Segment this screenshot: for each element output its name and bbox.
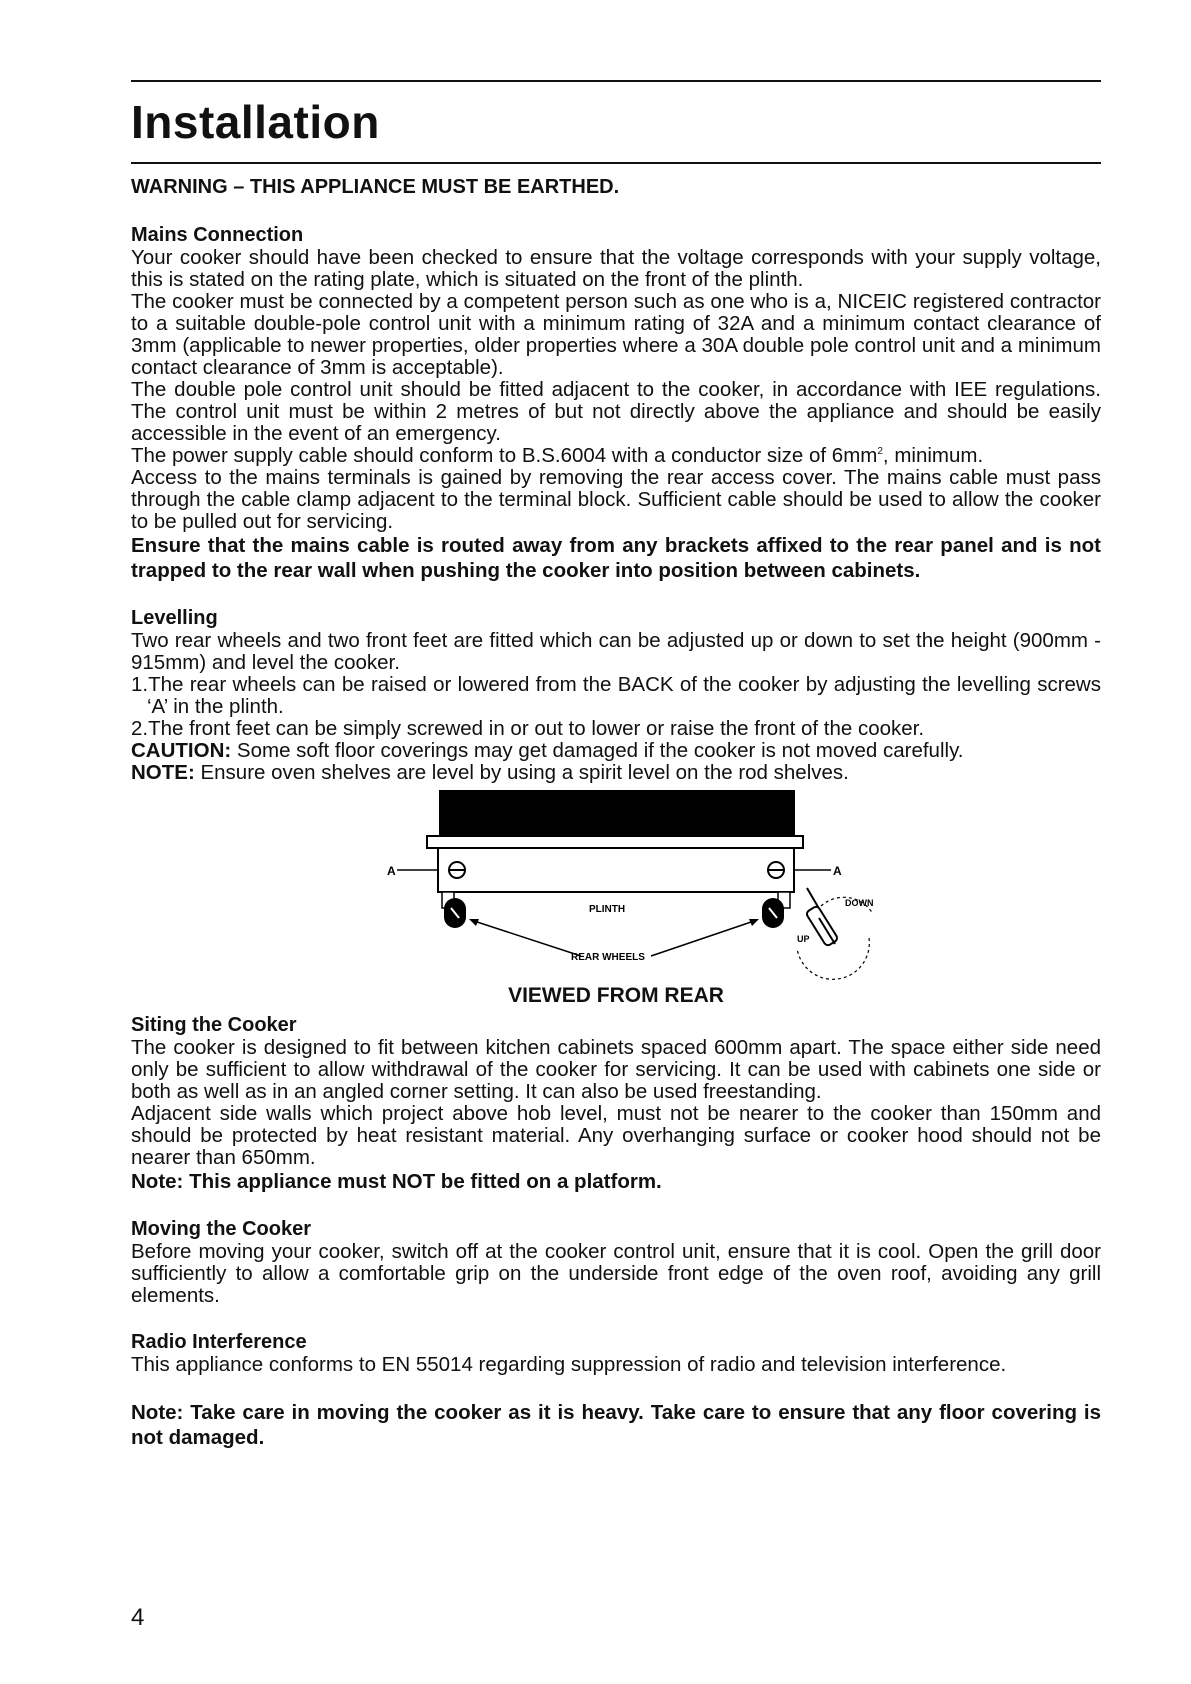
pointer-wheel-left xyxy=(471,920,581,956)
page-number: 4 xyxy=(131,1604,145,1631)
caution-label: CAUTION: xyxy=(131,739,232,762)
cooker-body-top xyxy=(439,790,795,836)
levelling-paragraph: Two rear wheels and two front feet are fitted which can be adjusted up or down to set the height (900mm - 915mm) and level the cooker. xyxy=(131,629,1101,674)
rear-wheel-left xyxy=(442,892,466,928)
levelling-step-2: 2.The front feet can be simply screwed in or out to lower or raise the front of the cooker. xyxy=(131,717,925,740)
mains-cable-warning: Ensure that the mains cable is routed away from any brackets affixed to the rear panel and is not trapped to the rear wall when pushing the cooker into position between cabinets. xyxy=(131,534,1101,582)
levelling-screw-right xyxy=(768,862,784,878)
note-text: Ensure oven shelves are level by using a spirit level on the rod shelves. xyxy=(194,761,849,784)
label-rear-wheels: REAR WHEELS xyxy=(571,952,645,963)
note-label: NOTE: xyxy=(131,761,195,784)
squared-superscript: 2 xyxy=(877,446,883,458)
rotation-arrow-up-icon xyxy=(797,938,869,979)
rear-wheel-right xyxy=(762,892,790,928)
page-title: Installation xyxy=(131,96,380,148)
mains-paragraph-3: The double pole control unit should be fitted adjacent to the cooker, in accordance with IEE regulations. The control unit must be within 2 metres of but not directly above the appliance and should be easily accessible in the event of an emergency. xyxy=(131,378,1101,445)
moving-section xyxy=(131,1218,1101,1307)
levelling-screw-left xyxy=(449,862,465,878)
pointer-wheel-right xyxy=(651,920,757,956)
title-rule xyxy=(131,162,1101,164)
cooker-ledge xyxy=(427,836,803,848)
screwdriver-icon xyxy=(805,888,838,947)
label-plinth: PLINTH xyxy=(589,904,626,915)
radio-heading: Radio Interference xyxy=(131,1331,307,1353)
arrowhead-wheel-right xyxy=(749,919,759,926)
radio-paragraph: This appliance conforms to EN 55014 regarding suppression of radio and television interference. xyxy=(131,1353,1007,1376)
mains-paragraph-2: The cooker must be connected by a competent person such as one who is a, NICEIC registered contractor to a suitable double-pole control unit with a minimum rating of 32A and a minimum contact clearance of 3mm (applicable to newer properties, older properties where a 30A double pole control unit and a minimum contact clearance of 3mm is acceptable). xyxy=(131,290,1101,379)
mains-heading: Mains Connection xyxy=(131,224,304,246)
note-line xyxy=(131,762,1101,784)
levelling-heading: Levelling xyxy=(131,607,218,629)
caution-text: Some soft floor coverings may get damaged if the cooker is not moved carefully. xyxy=(231,739,964,762)
moving-paragraph: Before moving your cooker, switch off at the cooker control unit, ensure that it is cool. Open the grill door sufficiently to allow a comfortable grip on the underside front edge of the oven roof, avoiding any grill elements. xyxy=(131,1240,1101,1307)
moving-heading: Moving the Cooker xyxy=(131,1218,312,1240)
label-up: UP xyxy=(797,934,810,944)
page-content xyxy=(131,80,1101,1450)
diagram-caption: VIEWED FROM REAR xyxy=(508,984,724,1007)
label-a-right: A xyxy=(833,864,842,878)
plinth-panel xyxy=(438,848,794,892)
caution-line xyxy=(131,740,1101,762)
siting-paragraph-1: The cooker is designed to fit between kitchen cabinets spaced 600mm apart. The space either side need only be sufficient to allow withdrawal of the cooker for servicing. It can be used with cabinets one side or both as well as in an angled corner setting. It can also be used freestanding. xyxy=(131,1036,1101,1103)
siting-paragraph-2: Adjacent side walls which project above hob level, must not be nearer to the cooker than 150mm and should be protected by heat resistant material. Any overhanging surface or cooker hood should not be nearer than 650mm. xyxy=(131,1102,1101,1169)
mains-paragraph-4 xyxy=(131,445,1101,467)
siting-heading: Siting the Cooker xyxy=(131,1014,297,1036)
cable-spec-text: The power supply cable should conform to B.S.6004 with a conductor size of 6mm xyxy=(131,444,878,467)
final-note-section xyxy=(131,1400,1101,1450)
platform-note: Note: This appliance must NOT be fitted on a platform. xyxy=(131,1170,662,1193)
mains-connection-section xyxy=(131,224,1101,583)
top-rule xyxy=(131,80,1101,82)
rear-view-diagram xyxy=(131,788,1101,988)
final-note: Note: Take care in moving the cooker as it is heavy. Take care to ensure that any floor covering is not damaged. xyxy=(131,1401,1101,1449)
cable-spec-suffix: , minimum. xyxy=(882,444,984,467)
siting-section xyxy=(131,1014,1101,1194)
earthing-warning: WARNING – THIS APPLIANCE MUST BE EARTHED. xyxy=(131,176,620,198)
label-a-left: A xyxy=(387,864,396,878)
arrowhead-wheel-left xyxy=(469,919,479,926)
mains-paragraph-5: Access to the mains terminals is gained by removing the rear access cover. The mains cable must pass through the cable clamp adjacent to the terminal block. Sufficient cable should be used to allow the cooker to be pulled out for servicing. xyxy=(131,466,1101,533)
levelling-step-1: 1.The rear wheels can be raised or lowered from the BACK of the cooker by adjusting the levelling screws ‘A’ in the plinth. xyxy=(131,673,1101,718)
rear-view-illustration xyxy=(131,788,1101,988)
radio-section xyxy=(131,1331,1101,1376)
label-down: DOWN xyxy=(845,898,874,908)
mains-paragraph-1: Your cooker should have been checked to ensure that the voltage corresponds with your supply voltage, this is stated on the rating plate, which is situated on the front of the plinth. xyxy=(131,246,1101,291)
levelling-section xyxy=(131,607,1101,784)
